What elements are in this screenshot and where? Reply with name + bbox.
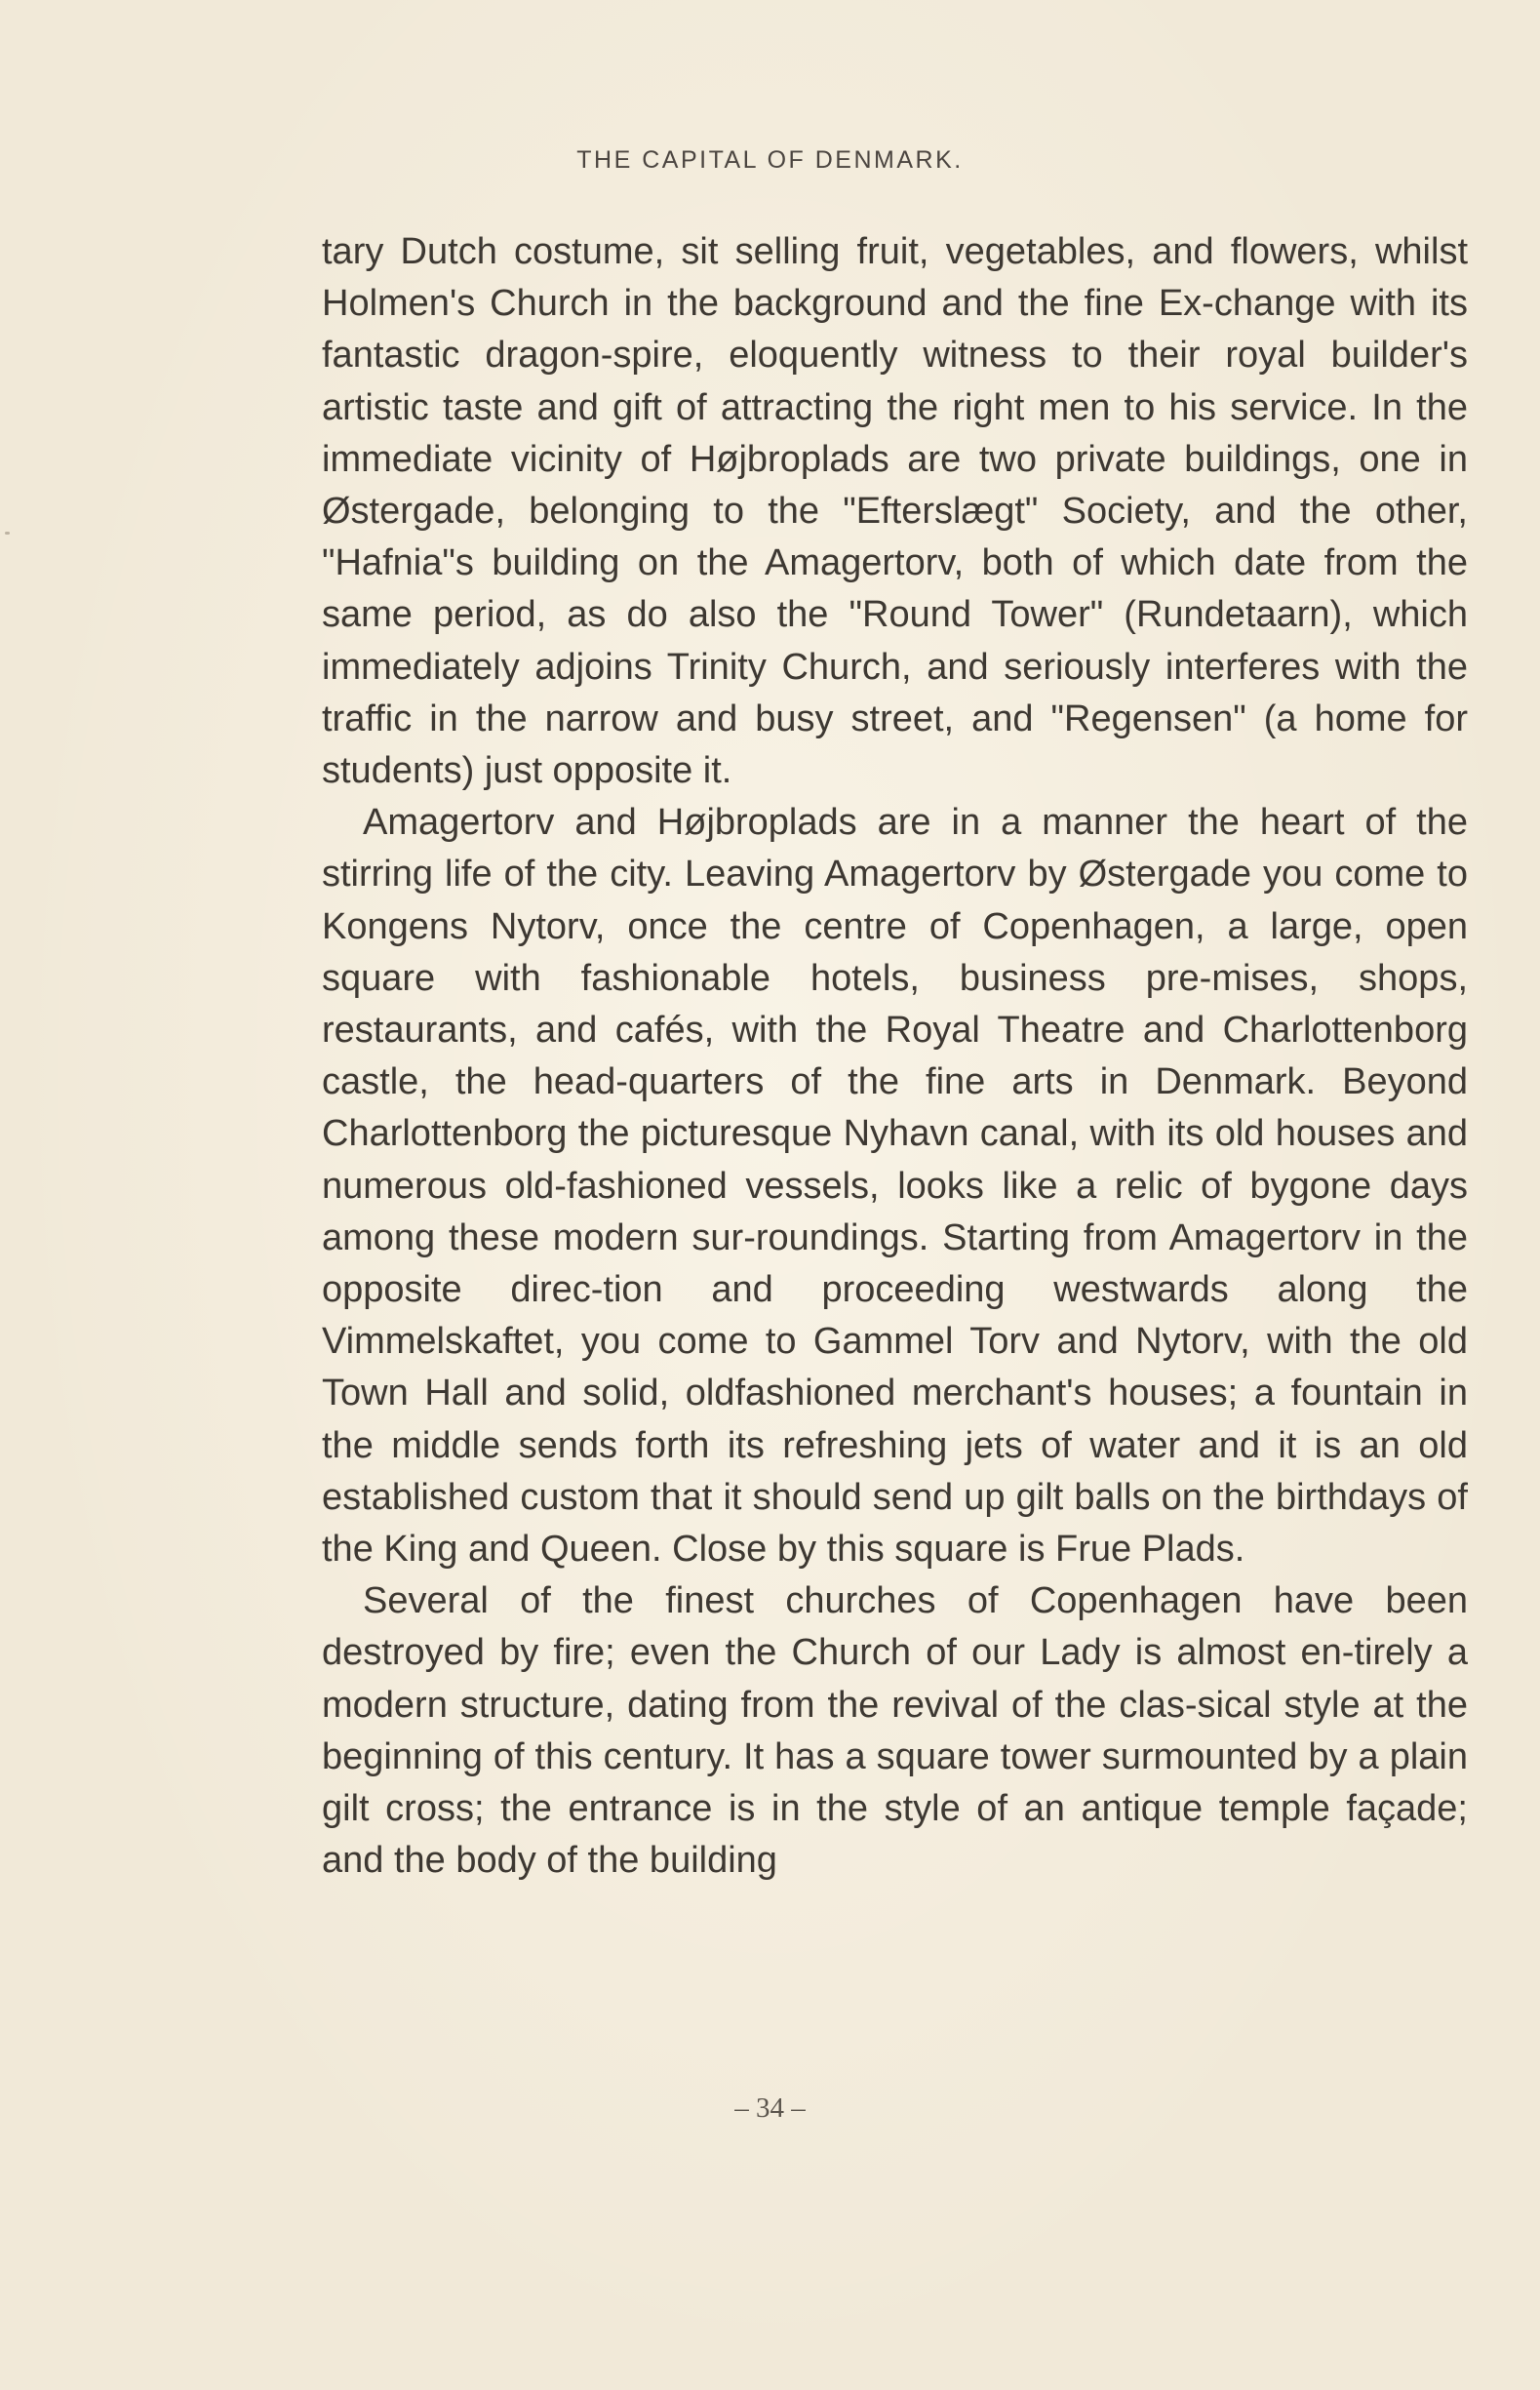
paragraph-2: Amagertorv and Højbroplads are in a manner the heart of the stirring life of the city. Leaving Amagertorv by Østergade you come to Kongens Nytorv, once the centre of Copenhagen, a large, open square with fashionable hotels, business pre-mises, shops, restaurants, and cafés, with the Royal Theatre and Charlottenborg castle, the head-quarters of the fine arts in Denmark. Beyond Charlottenborg the picturesque Nyhavn canal, with its old houses and numerous old-fashioned vessels, looks like a relic of bygone days among these modern sur-roundings. Starting from Amagertorv in the opposite direc-tion and proceeding westwards along the Vimmelskaftet, you come to Gammel Torv and Nytorv, with the old Town Hall and solid, oldfashioned merchant's houses; a fountain in the middle sends forth its refreshing jets of water and it is an old established custom that it should send up gilt balls on the birthdays of the King and Queen. Close by this square is Frue Plads. xyxy=(322,802,1468,1571)
running-head: THE CAPITAL OF DENMARK. xyxy=(576,146,964,174)
paper-speck xyxy=(5,532,10,535)
paragraph-1: tary Dutch costume, sit selling fruit, vegetables, and flowers, whilst Holmen's Church in the background and the fine Ex-change with its fantastic dragon-spire, eloquently witness to their royal builder's artistic taste and gift of attracting the right men to his service. In the immediate vicinity of Højbroplads are two private buildings, one in Østergade, belonging to the "Efterslægt" Society, and the other, "Hafnia"s building on the Amagertorv, both of which date from the same period, as do also the "Round Tower" (Rundetaarn), which immediately adjoins Trinity Church, and seriously interferes with the traffic in the narrow and busy street, and "Regensen" (a home for students) just opposite it. xyxy=(322,231,1468,792)
paragraph-3: Several of the finest churches of Copenhagen have been destroyed by fire; even the Church of our Lady is almost en-tirely a modern structure, dating from the revival of the clas-sical style at the beginning of this century. It has a square tower surmounted by a plain gilt cross; the entrance is in the style of an antique temple façade; and the body of the building xyxy=(322,1580,1468,1882)
body-text xyxy=(322,226,1468,1888)
page-number: – 34 – xyxy=(734,2092,806,2124)
